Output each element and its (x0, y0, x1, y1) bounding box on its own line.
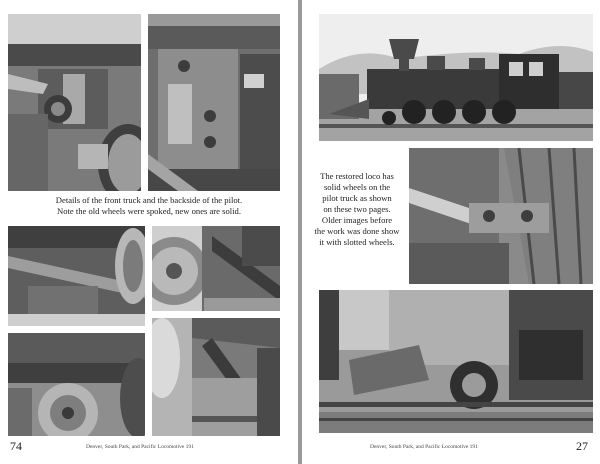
right-caption-line-6: the work was done show (314, 226, 400, 236)
right-caption-line-1: The restored loco has (320, 171, 394, 181)
left-page-number: 74 (10, 439, 22, 453)
right-caption-line-4: on these two pages. (323, 204, 391, 214)
left-caption-line-2: Note the old wheels were spoked, new ones are solid. (57, 206, 241, 216)
left-caption-line-1: Details of the front truck and the backside of the pilot. (55, 195, 243, 205)
right-footer: Denver, South Park, and Pacific Locomotive 191 (370, 444, 478, 450)
photo-locomotive-side (319, 14, 593, 141)
photo-truck-underside (8, 226, 145, 326)
right-caption-line-2: solid wheels on the (323, 182, 391, 192)
photo-pilot-truck-detail (409, 148, 593, 284)
photo-pilot-wheel (152, 226, 280, 311)
photo-pilot-backside (148, 14, 280, 191)
photo-front-truck-detail (8, 14, 141, 191)
right-page-number: 27 (576, 439, 588, 453)
photo-pilot-frame-track (152, 318, 280, 436)
right-caption (302, 171, 412, 248)
right-caption-line-3: pilot truck as shown (322, 193, 392, 203)
photo-pilot-truck-rails (319, 290, 593, 433)
right-caption-line-7: it with slotted wheels. (319, 237, 395, 247)
left-page (0, 0, 298, 464)
right-caption-line-5: Older images before (321, 215, 393, 225)
left-footer: Denver, South Park, and Pacific Locomotive 191 (86, 444, 194, 450)
left-caption (0, 195, 298, 217)
right-page (302, 0, 600, 464)
photo-truck-frame (8, 333, 145, 436)
